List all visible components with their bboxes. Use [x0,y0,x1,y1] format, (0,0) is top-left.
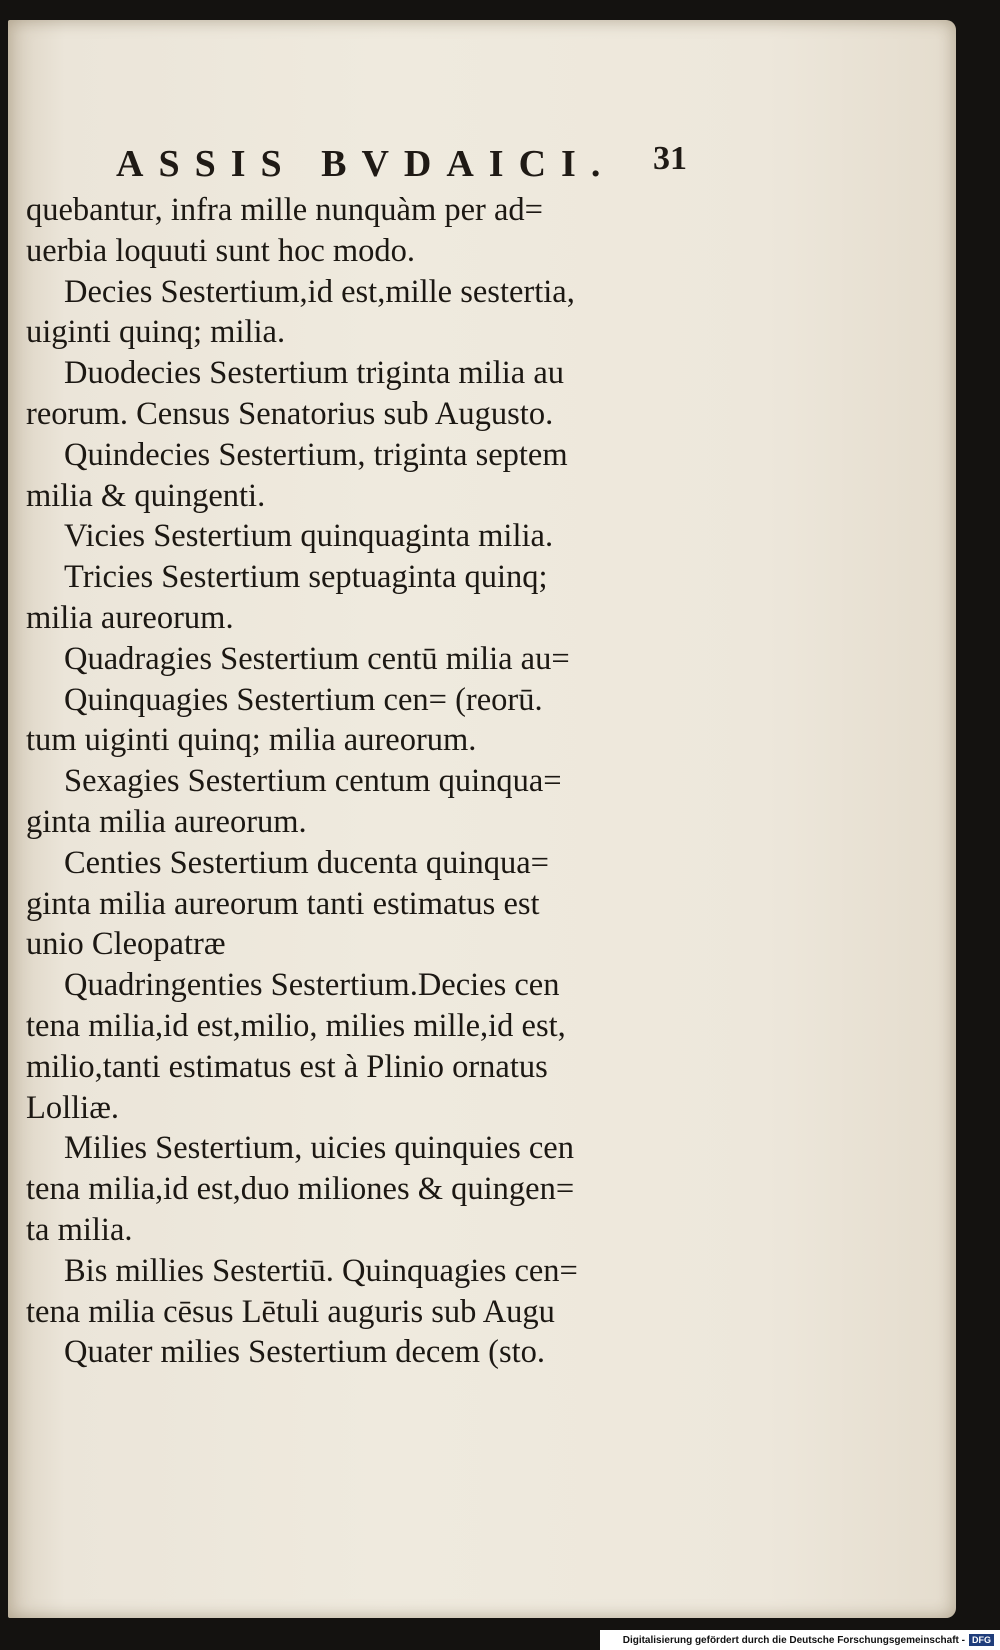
text-line: Quadringenties Sestertium.Decies cen [64,967,560,1004]
text-line: tena milia cēsus Lētuli auguris sub Augu [26,1293,555,1330]
text-line: Duodecies Sestertium triginta milia au [64,355,565,392]
text-line: ginta milia aureorum. [26,803,307,840]
text-line: milio,tanti estimatus est à Plinio ornatus [26,1048,548,1085]
text-line: Sexagies Sestertium centum quinqua= [64,763,562,800]
text-line: Quater milies Sestertium decem (sto. [64,1334,546,1371]
dfg-logo: DFG [969,1634,994,1646]
text-line: tena milia,id est,duo miliones & quingen= [26,1171,575,1208]
text-line: quebantur, infra mille nunquàm per ad= [26,192,544,228]
text-line: uerbia loquuti sunt hoc modo. [26,232,416,269]
page-number: 31 [653,140,687,177]
text-line: ta milia. [26,1211,133,1248]
text-line: Tricies Sestertium septuaginta quinq; [64,559,548,596]
text-line: Decies Sestertium,id est,mille sestertia, [64,273,575,310]
text-line: Centies Sestertium ducenta quinqua= [64,844,549,881]
text-line: tena milia,id est,milio, milies mille,id est, [26,1007,566,1044]
text-line: Quinquagies Sestertium cen= (reorū. [64,681,543,718]
digitization-credit-bar [600,1630,1000,1650]
text-line: reorum. Census Senatorius sub Augusto. [26,395,554,432]
running-title: ASSIS BVDAICI. [116,143,616,185]
text-line: milia aureorum. [26,599,234,636]
text-line: ginta milia aureorum tanti estimatus est [26,885,540,922]
text-line: Lolliæ. [26,1089,119,1126]
book-page [8,20,956,1618]
body-text [26,190,691,1373]
credit-text: Digitalisierung gefördert durch die Deutsche Forschungsgemeinschaft - [622,1634,965,1646]
text-line: Quadragies Sestertium centū milia au= [64,640,570,677]
text-line: uiginti quinq; milia. [26,314,286,351]
text-line: Quindecies Sestertium, triginta septem [64,436,568,473]
text-line: unio Cleopatræ [26,926,226,963]
text-line: tum uiginti quinq; milia aureorum. [26,722,477,759]
text-line: Milies Sestertium, uicies quinquies cen [64,1130,574,1167]
text-line: Bis millies Sestertiū. Quinquagies cen= [64,1252,578,1289]
text-line: Vicies Sestertium quinquaginta milia. [64,518,554,555]
text-line: milia & quingenti. [26,477,266,514]
